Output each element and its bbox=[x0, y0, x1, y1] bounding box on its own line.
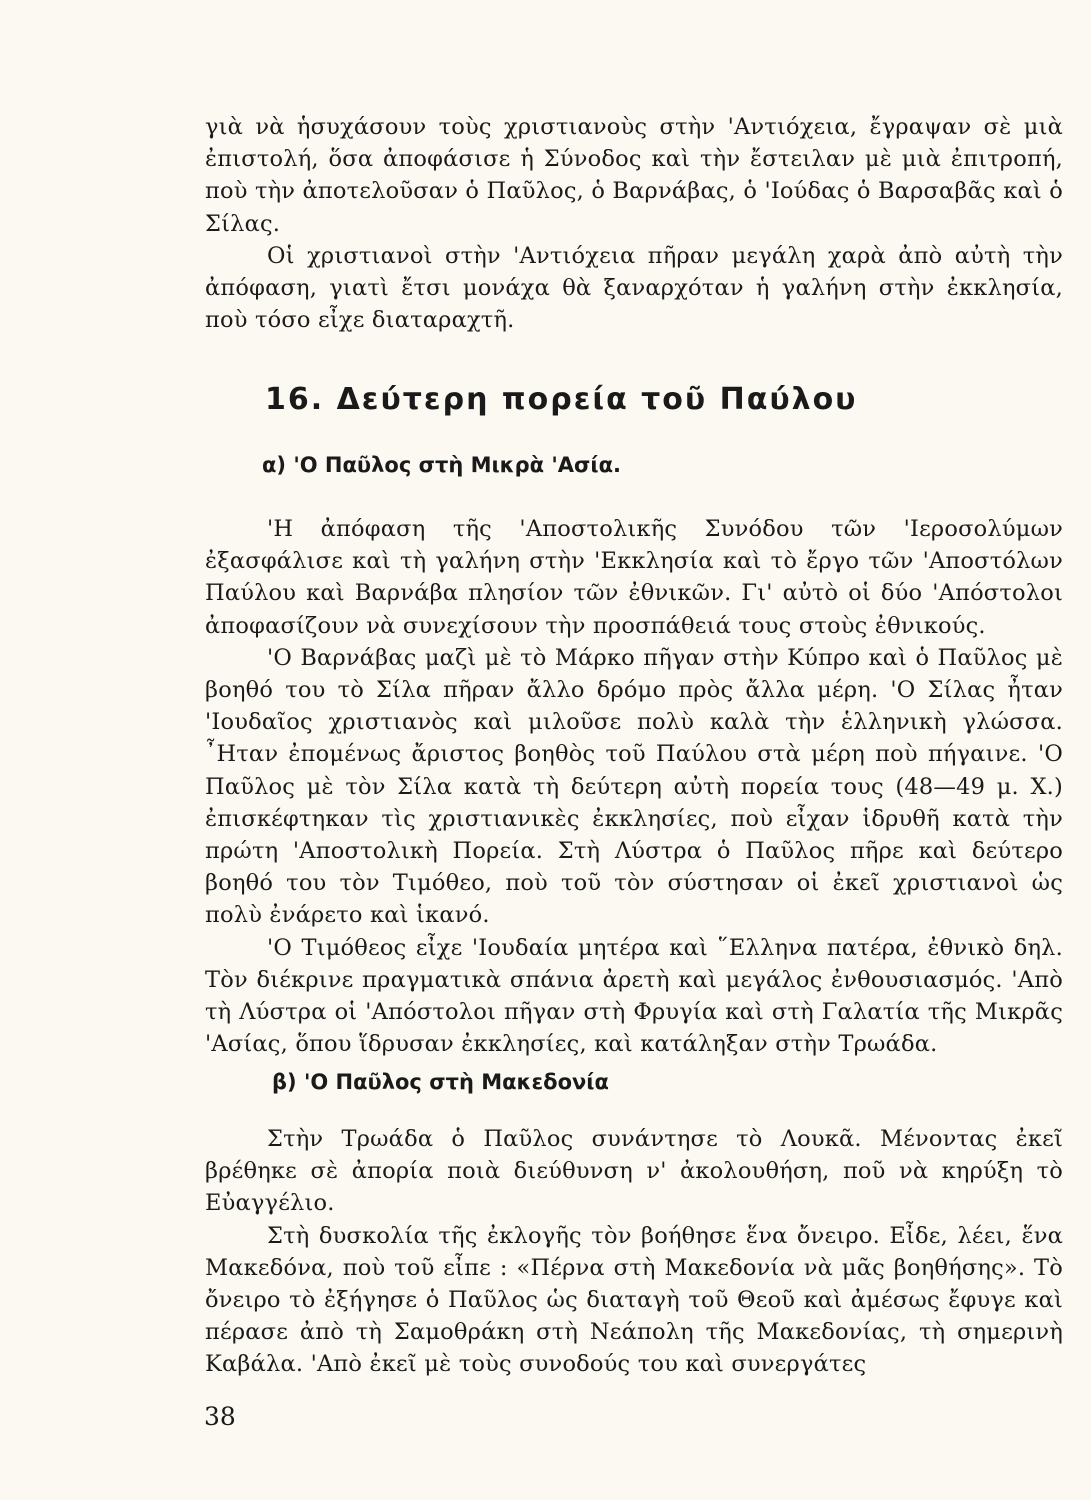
page-number: 38 bbox=[204, 1402, 236, 1431]
section-b-paragraph-1: Στὴν Τρωάδα ὁ Παῦλος συνάντησε τὸ Λουκᾶ. Μένοντας ἐκεῖ βρέθηκε σὲ ἀπορία ποιὰ διεύθυνση ν' ἀκολουθήση, ποῦ νὰ κηρύξη τὸ Εὐαγγέλιο. bbox=[205, 1126, 1063, 1217]
intro-paragraph-1: γιὰ νὰ ἡσυχάσουν τοὺς χριστιανοὺς στὴν 'Αντιόχεια, ἔγραψαν σὲ μιὰ ἐπιστολή, ὅσα ἀποφάσισε ἡ Σύνοδος καὶ τὴν ἔστειλαν μὲ μιὰ ἐπιτροπή, ποὺ τὴν ἀποτελοῦσαν ὁ Παῦλος, ὁ Βαρνάβας, ὁ 'Ιούδας ὁ Βαρσαβᾶς καὶ ὁ Σίλας. bbox=[205, 114, 1063, 237]
section-a-paragraph-2: 'Ο Βαρνάβας μαζὶ μὲ τὸ Μάρκο πῆγαν στὴν Κύπρο καὶ ὁ Παῦλος μὲ βοηθό του τὸ Σίλα πῆραν ἄλλο δρόμο πρὸς ἄλλα μέρη. 'Ο Σίλας ἦταν 'Ιουδαῖος χριστιανὸς καὶ μιλοῦσε πολὺ καλὰ τὴν ἑλληνικὴ γλώσσα. ῏Ηταν ἐπομένως ἄριστος βοηθὸς τοῦ Παύλου στὰ μέρη ποὺ πήγαινε. 'Ο Παῦλος μὲ τὸν Σίλα κατὰ τὴ δεύτερη αὐτὴ πορεία τους (48—49 μ. Χ.) ἐπισκέφτηκαν τὶς χριστιανικὲς ἐκκλησίες, ποὺ εἶχαν ἱδρυθῆ κατὰ τὴν πρώτη 'Αποστολικὴ Πορεία. Στὴ Λύστρα ὁ Παῦλος πῆρε καὶ δεύτερο βοηθό του τὸν Τιμόθεο, ποὺ τοῦ τὸν σύστησαν οἱ ἐκεῖ χριστιανοὶ ὡς πολὺ ἐνάρετο καὶ ἱκανό. bbox=[205, 644, 1063, 929]
section-a-paragraph-3: 'Ο Τιμόθεος εἶχε 'Ιουδαία μητέρα καὶ ῞Ελληνα πατέρα, ἐθνικὸ δηλ. Τὸν διέκρινε πραγματικὰ σπάνια ἀρετὴ καὶ μεγάλος ἐνθουσιασμός. 'Απὸ τὴ Λύστρα οἱ 'Απόστολοι πῆγαν στὴ Φρυγία καὶ στὴ Γαλατία τῆς Μικρᾶς 'Ασίας, ὅπου ἵδρυσαν ἐκκλησίες, καὶ κατάληξαν στὴν Τρωάδα. bbox=[205, 934, 1063, 1058]
section-b-paragraph-2: Στὴ δυσκολία τῆς ἐκλογῆς τὸν βοήθησε ἕνα ὄνειρο. Εἶδε, λέει, ἕνα Μακεδόνα, ποὺ τοῦ εἶπε : «Πέρνα στὴ Μακεδονία νὰ μᾶς βοηθήσης». Τὸ ὄνειρο τὸ ἐξήγησε ὁ Παῦλος ὡς διαταγὴ τοῦ Θεοῦ καὶ ἀμέσως ἔφυγε καὶ πέρασε ἀπὸ τὴ Σαμοθράκη στὴ Νεάπολη τῆς Μακεδονίας, τὴ σημερινὴ Καβάλα. 'Απὸ ἐκεῖ μὲ τοὺς συνοδούς του καὶ συνεργάτες bbox=[205, 1222, 1063, 1378]
section-b-title: β) 'Ο Παῦλος στὴ Μακεδονία bbox=[272, 1070, 609, 1094]
section-a-title: α) 'Ο Παῦλος στὴ Μικρὰ 'Ασία. bbox=[262, 453, 621, 477]
section-b-text bbox=[205, 1123, 1063, 1381]
section-a-text bbox=[205, 513, 1063, 1060]
intro-paragraph-2: Οἱ χριστιανοὶ στὴν 'Αντιόχεια πῆραν μεγάλη χαρὰ ἀπὸ αὐτὴ τὴν ἀπόφαση, γιατὶ ἔτσι μονάχα θὰ ξαναρχόταν ἡ γαλήνη στὴν ἐκκλησία, ποὺ τόσο εἶχε διαταραχτῆ. bbox=[205, 242, 1063, 334]
chapter-title: 16. Δεύτερη πορεία τοῦ Παύλου bbox=[265, 382, 858, 417]
section-a-paragraph-1: 'Η ἀπόφαση τῆς 'Αποστολικῆς Συνόδου τῶν 'Ιεροσολύμων ἐξασφάλισε καὶ τὴ γαλήνη στὴν 'Εκκλησία καὶ τὸ ἔργο τῶν 'Αποστόλων Παύλου καὶ Βαρνάβα πλησίον τῶν ἐθνικῶν. Γι' αὐτὸ οἱ δύο 'Απόστολοι ἀποφασίζουν νὰ συνεχίσουν τὴν προσπάθειά τους στοὺς ἐθνικούς. bbox=[205, 516, 1063, 639]
intro-text bbox=[205, 111, 1063, 336]
